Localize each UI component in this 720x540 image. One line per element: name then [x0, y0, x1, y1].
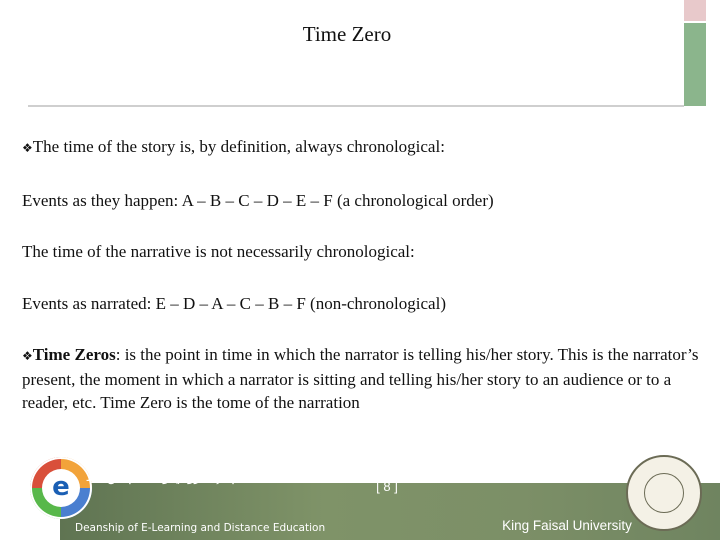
paragraph-1-text: The time of the story is, by definition, always chronological: [32, 137, 445, 156]
paragraph-5-text: : is the point in time in which the narrator is telling his/her story. This is the narrator’s present, the moment in which a narrator is sitting and telling his/her story to an audience or to a reader, etc. Time Zero is the tome of the narration [22, 345, 699, 412]
paragraph-5-bold-lead: Time Zeros [32, 345, 116, 364]
diamond-bullet-icon: ❖ [22, 141, 33, 155]
title-divider [28, 105, 684, 107]
paragraph-4-text: Events as narrated: E – D – A – C – B – F (non-chronological) [22, 294, 446, 313]
deanship-arabic-label: عمادة التعلم الإلكتروني والتعليم عن بعد [85, 470, 299, 485]
page-number: [ 8 ] [376, 479, 398, 494]
paragraph-3-text: The time of the narrative is not necessarily chronological: [22, 242, 415, 261]
deanship-english-label: Deanship of E-Learning and Distance Education [75, 522, 326, 534]
slide-content [22, 135, 716, 414]
university-arabic-label: جامعة الملك فيصل [514, 468, 618, 483]
footer [0, 455, 720, 540]
paragraph-4 [22, 292, 716, 315]
paragraph-5 [22, 343, 716, 414]
paragraph-3 [22, 240, 716, 263]
diamond-bullet-icon: ❖ [22, 349, 33, 363]
e-learning-logo-icon [30, 457, 92, 519]
slide-title: Time Zero [302, 22, 392, 46]
paragraph-2 [22, 189, 716, 212]
corner-accent-pink [684, 0, 706, 21]
university-seal-icon [626, 455, 702, 531]
seal-inner-ring [644, 473, 684, 513]
logo-letter: e [42, 469, 80, 507]
university-english-label: King Faisal University [502, 518, 632, 533]
paragraph-2-text: Events as they happen: A – B – C – D – E – F (a chronological order) [22, 191, 494, 210]
paragraph-1 [22, 135, 716, 160]
